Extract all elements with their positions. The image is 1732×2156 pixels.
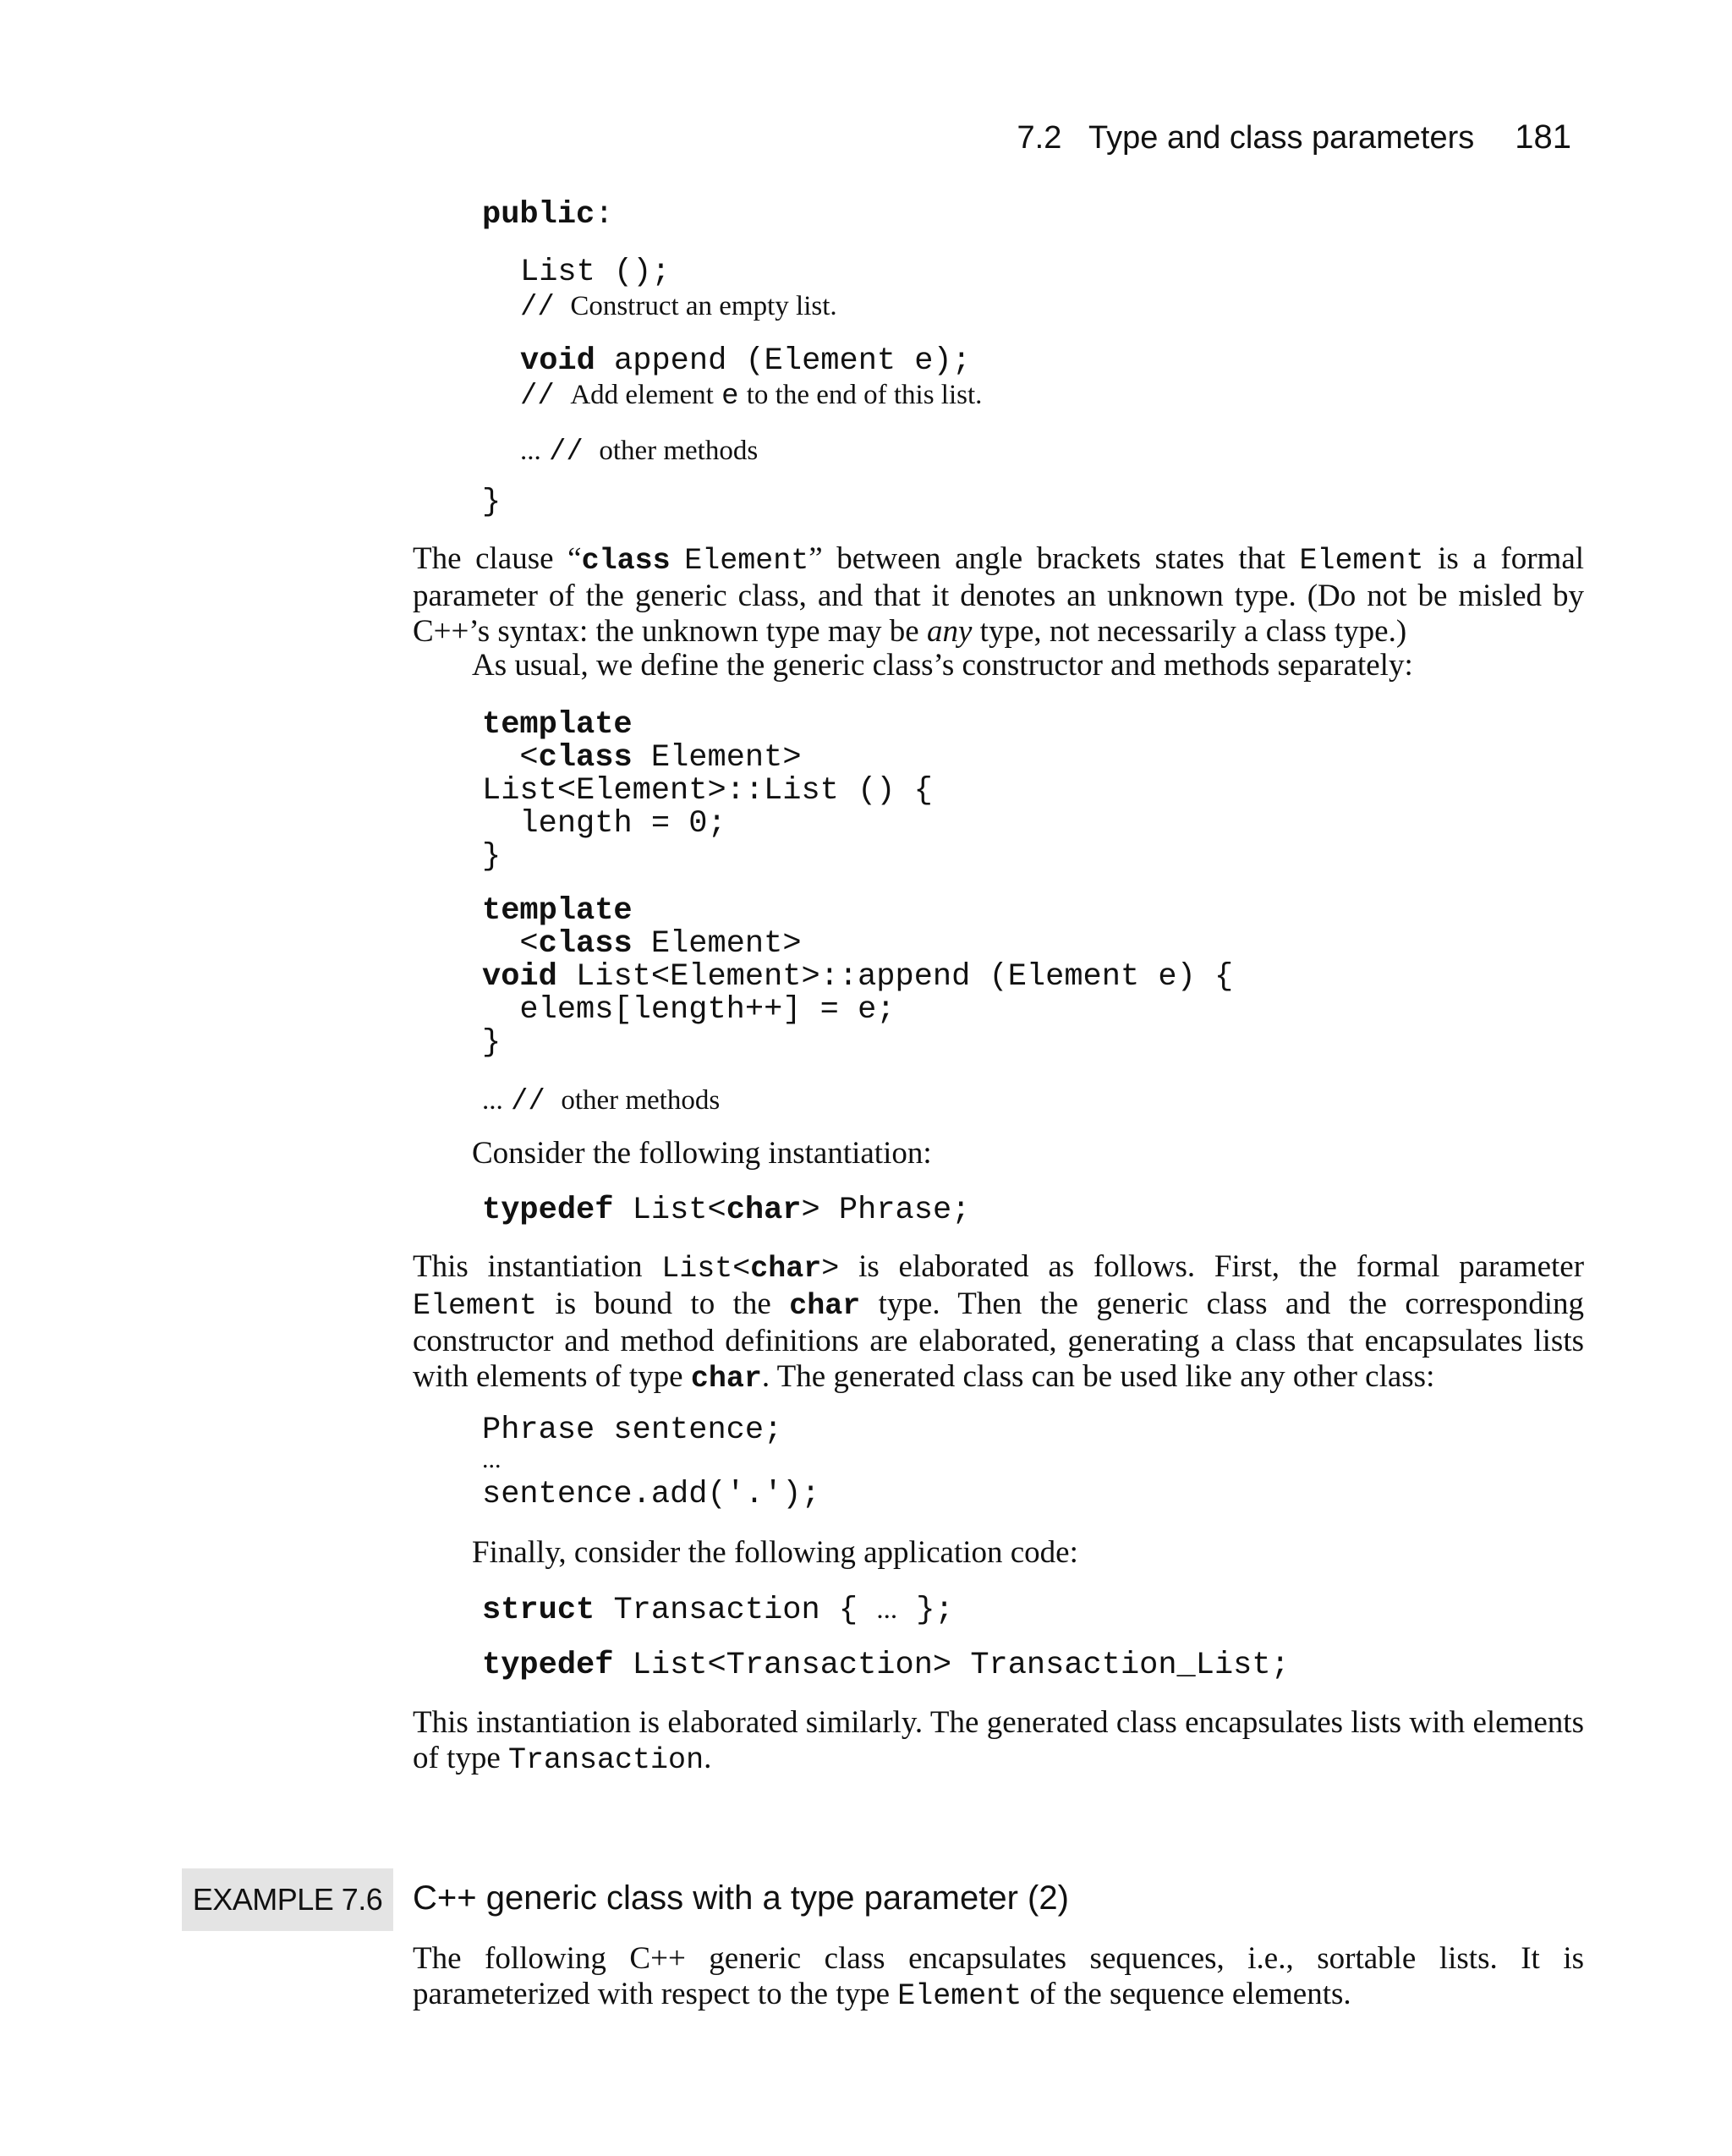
code-comment-more [520,433,758,469]
paragraph-elaborated-similarly [413,1705,1584,1778]
code-text: }; [916,1593,954,1628]
code-block-append [482,895,1233,1060]
code-keyword: char [789,1289,861,1323]
code-typedef-phrase [482,1194,970,1227]
example-title: C++ generic class with a type parameter (2) [413,1879,1069,1917]
keyword-void: void [520,343,595,379]
text-run: type, not necessarily a class type.) [979,614,1407,649]
text-run: is elaborated as follows. First, the formal parameter [858,1249,1585,1284]
code-struct-transaction [482,1594,954,1627]
comment-slashes: // [520,292,555,324]
comment-text: other methods [561,1085,721,1116]
code-text: List<Element>::List () { [482,773,933,809]
text-run: of the sequence elements. [1029,1977,1351,2011]
code-text: elems[length++] = e; [519,992,896,1028]
comment-code: e [721,381,739,413]
code-line-sentence-add: sentence.add('.'); [482,1477,820,1512]
comment-text: other methods [599,436,759,466]
emphasis: any [926,614,973,649]
comment-slashes: // [511,1086,545,1118]
paragraph-consider-instantiation: Consider the following instantiation: [472,1136,932,1171]
code-inline: Element [684,544,809,578]
keyword-void: void [482,959,557,995]
code-inline: Element [413,1289,538,1323]
comment-text: Add element [570,380,714,410]
code-text: Transaction { [613,1593,858,1628]
code-colon: : [595,197,614,233]
header-section-number: 7.2 [1017,120,1062,156]
text-run: . [704,1741,712,1775]
keyword-char: char [726,1193,802,1228]
text-run: This instantiation [413,1249,643,1284]
comment-slashes: // [520,381,555,413]
keyword-typedef: typedef [482,1193,614,1228]
text-run: This instantiation is elaborated similarly. The generated class encapsulates lists with elements of type [413,1705,1584,1775]
code-comment-append [520,377,982,414]
code-text: List<Transaction> Transaction_List; [632,1648,1290,1683]
text-run: ” between angle brackets states that [808,541,1285,576]
text-run: The following C++ generic class encapsulates sequences, i.e., sortable lists. It is parameterized with respect to the type [413,1941,1584,2011]
code-block-class-body [482,199,613,232]
comment-text: Construct an empty list. [570,291,837,321]
keyword-public: public [482,197,595,233]
code-text: } [482,1025,502,1061]
code-keyword: char [750,1252,822,1286]
code-keyword: char [690,1362,762,1396]
code-text: Element> [650,740,802,776]
code-text: Element> [650,926,802,962]
paragraph-example-intro [413,1941,1584,2014]
code-keyword: class [581,544,671,578]
code-inline: Transaction [508,1743,704,1777]
code-text: < [519,926,539,962]
text-run: . The generated class can be used like any other class: [761,1359,1435,1394]
code-block-constructor [482,709,933,874]
comment-slashes: // [549,436,584,469]
text-run: The clause “ [413,541,582,576]
code-text: > Phrase; [801,1193,971,1228]
keyword-class: class [538,740,633,776]
code-typedef-transaction-list [482,1649,1290,1682]
paragraph-finally: Finally, consider the following application code: [472,1535,1078,1570]
text-run: type. Then the generic class and the corresponding constructor and method definitions are elaborated, generating a class that encapsulates lists with elements of type [413,1286,1585,1394]
code-text: length = 0; [519,806,726,842]
code-inline: List< [661,1252,751,1286]
comment-text: to the end of this list. [746,380,983,410]
running-header [1017,118,1572,156]
code-line-append [520,345,971,378]
keyword-typedef: typedef [482,1648,614,1683]
example-label: EXAMPLE 7.6 [182,1868,393,1931]
header-title: Type and class parameters [1088,120,1475,156]
code-close-brace: } [482,485,502,520]
keyword-class: class [538,926,633,962]
ellipsis: ... [482,1085,503,1116]
code-text: < [519,740,539,776]
paragraph-elaboration [413,1249,1584,1396]
header-section-title [1017,120,1475,156]
code-line-phrase-sentence: Phrase sentence; [482,1413,783,1448]
keyword-struct: struct [482,1593,595,1628]
ellipsis: ... [876,1594,898,1625]
text-run: is a formal parameter of the generic class, and that it denotes an unknown type. (Do not be misled by C++’s syntax: the unknown type may be [413,541,1585,649]
code-inline: > [821,1252,840,1286]
code-text: } [482,839,502,875]
code-ellipsis: ... [482,1446,502,1473]
code-text: List<Element>::append (Element e) { [576,959,1234,995]
paragraph-as-usual: As usual, we define the generic class’s constructor and methods separately: [472,648,1413,683]
code-line-ctor: List (); [520,255,671,290]
code-comment-more-2 [482,1083,720,1119]
code-text: List< [632,1193,726,1228]
code-inline: Element [1299,544,1424,578]
paragraph-clause-explanation [413,541,1584,650]
code-inline: Element [897,1979,1022,2013]
page-number: 181 [1515,118,1571,156]
ellipsis: ... [520,436,541,466]
code-comment-ctor [520,288,837,325]
keyword-template: template [482,707,633,743]
keyword-template: template [482,893,633,929]
append-signature: append (Element e); [614,343,971,379]
text-run: is bound to the [555,1286,771,1321]
